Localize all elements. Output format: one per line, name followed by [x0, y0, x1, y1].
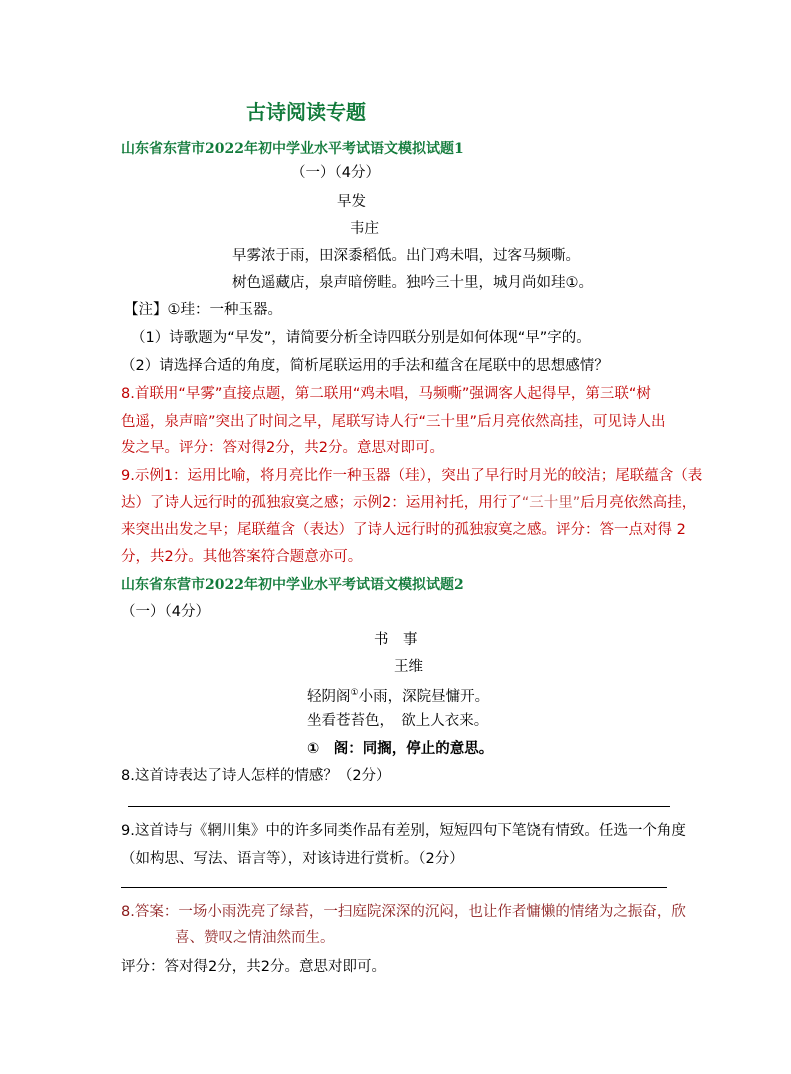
answer8-line3: 发之早。评分：答对得2分，共2分。意思对即可。 — [121, 440, 444, 456]
answer8-line1: 8.首联用“早雾”直接点题，第二联用“鸡未唱，马频嘶”强调客人起得早，第三联“树 — [121, 386, 651, 402]
scoring-note: 评分：答对得2分，共2分。意思对即可。 — [121, 959, 386, 975]
question2: （2）请选择合适的角度，简析尾联运用的手法和蕴含在尾联中的思想感情？ — [121, 358, 609, 374]
poem2-line1-start: 轻阴阁 — [307, 689, 351, 705]
section2-part-label: （一）（4分） — [121, 604, 210, 620]
answer9-line3-text: 来突出出发之早；尾联蕴含（表达）了诗人远行时的孤独寂寞之感。评分：答一点对得 — [121, 522, 672, 538]
answer9-line1: 9.示例1：运用比喻，将月亮比作一种玉器（珪），突出了早行时月光的皎洁；尾联蕴含（表 — [121, 468, 703, 484]
answer8b-line2: 喜、赞叹之情油然而生。 — [175, 930, 335, 946]
answer9-line2-text: 达）了诗人远行时的孤独寂寞之感；示例2：运用衬托，用行了 — [121, 495, 522, 511]
poem2-note: ① 阁：同搁，停止的意思。 — [307, 741, 494, 757]
section1-heading: 山东省东营市2022年初中学业水平考试语文模拟试题1 — [121, 141, 464, 157]
section1-part-label: （一）（4分） — [291, 165, 380, 181]
question9-line2: （如构思、写法、语言等），对该诗进行赏析。（2分） — [121, 851, 464, 867]
answer9-line2-quote: “三十里” — [521, 495, 581, 511]
answer9-line3 — [121, 520, 686, 540]
poem2-title: 书 事 — [374, 632, 418, 648]
poem2-line1 — [307, 683, 489, 707]
poem2-line2: 坐看苍苔色， 欲上人衣来。 — [307, 713, 489, 729]
poem2-line1-end: 小雨，深院昼慵开。 — [358, 689, 490, 705]
poem2-author: 王维 — [394, 659, 423, 675]
poem1-author: 韦庄 — [350, 221, 379, 237]
question1: （1）诗歌题为“早发”，请简要分析全诗四联分别是如何体现“早”字的。 — [131, 330, 591, 346]
poem1-title: 早发 — [337, 194, 366, 210]
answer-line-q9 — [121, 887, 667, 888]
poem1-line2: 树色遥藏店，泉声暗傍畦。独吟三十里，城月尚如珪①。 — [232, 275, 593, 291]
answer9-line2-rest: 后月亮依然高挂， — [580, 495, 697, 511]
poem1-line1: 早雾浓于雨，田深黍稻低。出门鸡未唱，过客马频嘶。 — [232, 248, 580, 264]
answer9-line3-number: 2 — [676, 522, 686, 538]
page-title: 古诗阅读专题 — [246, 100, 366, 124]
answer9-line4: 分，共2分。其他答案符合题意亦可。 — [121, 549, 363, 565]
answer9-line2 — [121, 493, 696, 513]
answer-line-q8 — [128, 806, 670, 807]
question8: 8.这首诗表达了诗人怎样的情感？（2分） — [121, 768, 391, 784]
poem1-note: 【注】①珪：一种玉器。 — [124, 302, 282, 318]
answer8-line2: 色遥，泉声暗”突出了时间之早，尾联写诗人行“三十里”后月亮依然高挂，可见诗人出 — [121, 414, 666, 430]
footnote-marker: ① — [350, 688, 359, 698]
answer8b-line1: 8.答案：一场小雨洗亮了绿苔，一扫庭院深深的沉闷，也让作者慵懒的情绪为之振奋，欣 — [121, 904, 686, 920]
question9-line1: 9.这首诗与《辋川集》中的许多同类作品有差别，短短四句下笔饶有情致。任选一个角度 — [121, 823, 686, 839]
section2-heading: 山东省东营市2022年初中学业水平考试语文模拟试题2 — [121, 577, 464, 593]
